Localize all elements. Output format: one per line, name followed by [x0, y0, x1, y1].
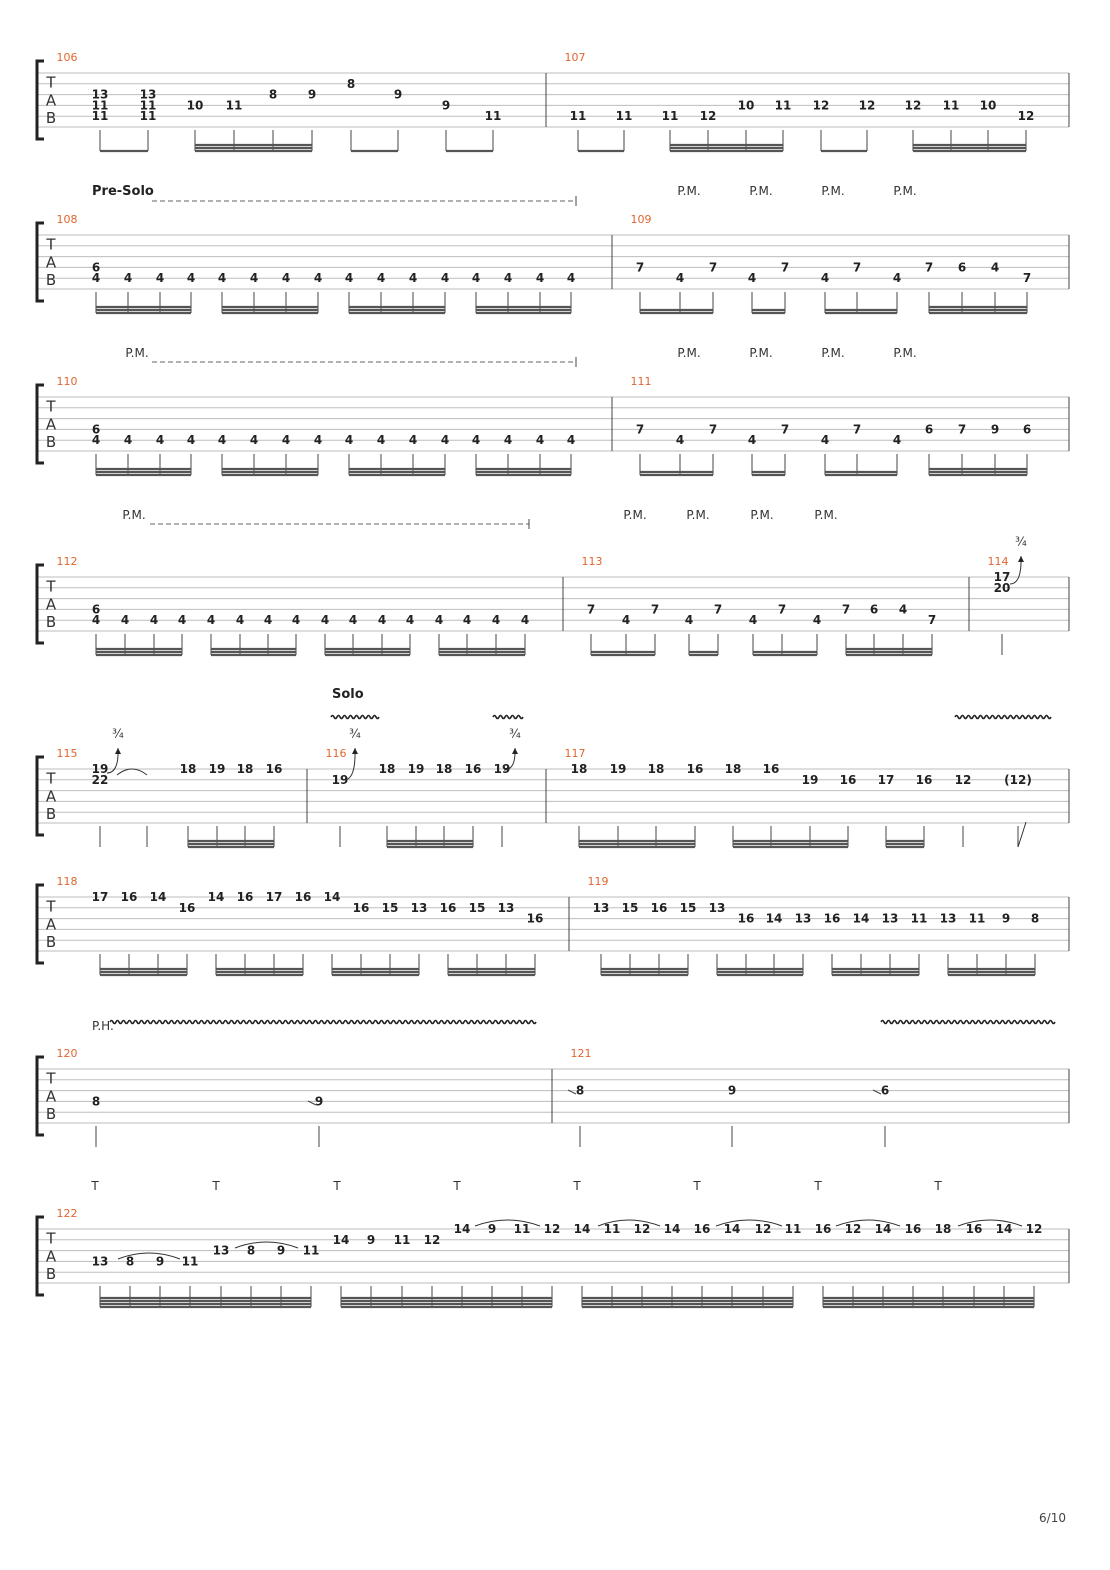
fret-number: 11: [784, 1222, 802, 1236]
fret-number: 4: [520, 613, 530, 628]
measure-number: 114: [987, 555, 1009, 568]
vibrato-line: [110, 1021, 536, 1024]
fret-number: 13: [794, 911, 812, 926]
fret-number: 16: [839, 772, 857, 787]
tab-clef-a: A: [45, 91, 57, 110]
fret-number: 8: [91, 1094, 101, 1109]
fret-number: 18: [378, 762, 396, 776]
palm-mute-label: P.M.: [814, 508, 838, 522]
fret-number: 14: [995, 1222, 1013, 1236]
fret-number: 16: [178, 900, 196, 915]
fret-number: 18: [236, 762, 254, 776]
fret-number: 4: [892, 271, 902, 286]
fret-number: 12: [543, 1222, 561, 1236]
fret-number: 12: [812, 98, 830, 113]
measure-number: 118: [56, 875, 78, 888]
fret-number: 4: [621, 613, 631, 628]
staff-system: [37, 1057, 1069, 1147]
fret-number: 15: [679, 900, 697, 915]
fret-number: 19: [91, 762, 109, 776]
fret-number: 17: [91, 890, 109, 904]
fret-number: 16: [814, 1222, 832, 1236]
tab-clef-a: A: [45, 1087, 57, 1106]
fret-number: 13: [708, 900, 726, 915]
fret-number: 10: [737, 98, 755, 113]
fret-number: 14: [453, 1222, 471, 1236]
fret-number: 19: [331, 772, 349, 787]
fret-number: 11: [91, 98, 109, 113]
fret-number: 19: [609, 762, 627, 776]
fret-number: 4: [812, 613, 822, 628]
bend-arrow: [512, 748, 518, 754]
fret-number: 6: [924, 422, 934, 437]
tab-clef-b: B: [45, 1105, 57, 1124]
fret-number: 16: [464, 762, 482, 776]
fret-number: 19: [208, 762, 226, 776]
measure-number: 116: [325, 747, 347, 760]
fret-number: 4: [434, 613, 444, 628]
fret-number: 8: [125, 1254, 135, 1269]
palm-mute-label: P.M.: [749, 184, 773, 198]
fret-number: 4: [377, 613, 387, 628]
fret-number: 4: [535, 433, 545, 448]
fret-number: 9: [990, 422, 1000, 437]
tab-clef-t: T: [46, 769, 56, 788]
fret-number: 4: [249, 433, 259, 448]
fret-number: 16: [650, 900, 668, 915]
fret-number: 17: [877, 772, 895, 787]
fret-number: 4: [566, 433, 576, 448]
tap-label: T: [934, 1179, 942, 1193]
measure-number: 119: [587, 875, 609, 888]
tab-clef-a: A: [45, 595, 57, 614]
fret-number: 11: [91, 109, 109, 124]
palm-mute-label: P.M.: [749, 346, 773, 360]
fret-number: 4: [408, 433, 418, 448]
fret-number: 12: [858, 98, 876, 113]
fret-number: 4: [186, 271, 196, 286]
tap-label: T: [814, 1179, 822, 1193]
staff-system: [37, 565, 1069, 655]
fret-number: 11: [968, 911, 986, 926]
fret-number: 7: [635, 260, 645, 275]
fret-number: 8: [246, 1243, 256, 1258]
fret-number: 11: [569, 109, 587, 124]
page-number: 6/10: [1039, 1511, 1066, 1525]
fret-number: 14: [852, 911, 870, 926]
fret-number: 16: [120, 890, 138, 904]
fret-number: 7: [708, 422, 718, 437]
staff-system: [37, 223, 1069, 313]
release-curve: [1018, 822, 1026, 847]
fret-number: 4: [235, 613, 245, 628]
fret-number: 9: [155, 1254, 165, 1269]
fret-number: 7: [927, 613, 937, 628]
tab-clef-t: T: [46, 397, 56, 416]
fret-number: 11: [513, 1222, 531, 1236]
fret-number: 4: [155, 433, 165, 448]
fret-number: 16: [965, 1222, 983, 1236]
fret-number: 16: [686, 762, 704, 776]
tap-label: T: [693, 1179, 701, 1193]
fret-number: 7: [957, 422, 967, 437]
bend-amount: ¾: [509, 727, 521, 741]
slur-arc: [117, 769, 147, 775]
tap-label: T: [453, 1179, 461, 1193]
tab-clef-b: B: [45, 1265, 57, 1284]
tab-clef-t: T: [46, 577, 56, 596]
fret-number: 4: [566, 271, 576, 286]
fret-number: 13: [410, 900, 428, 915]
fret-number: 4: [405, 613, 415, 628]
fret-number: 17: [993, 570, 1011, 584]
fret-number: 4: [747, 271, 757, 286]
fret-number: 4: [123, 271, 133, 286]
fret-number: 4: [675, 271, 685, 286]
fret-number: 16: [439, 900, 457, 915]
fret-number: 11: [139, 98, 157, 113]
measure-number: 107: [564, 51, 586, 64]
fret-number: 12: [423, 1232, 441, 1247]
measure-number: 111: [630, 375, 652, 388]
fret-number: 4: [281, 433, 291, 448]
fret-number: 4: [281, 271, 291, 286]
fret-number: 7: [635, 422, 645, 437]
fret-number: 7: [1022, 271, 1032, 286]
fret-number: 16: [294, 890, 312, 904]
fret-number: 9: [393, 87, 403, 102]
fret-number: 11: [225, 98, 243, 113]
bend-amount: ¾: [349, 727, 361, 741]
fret-number: 7: [777, 602, 787, 617]
fret-number: 4: [408, 271, 418, 286]
palm-mute-label: P.M.: [125, 346, 149, 360]
fret-number: 12: [844, 1222, 862, 1236]
fret-number: 4: [91, 271, 101, 286]
fret-number: 4: [206, 613, 216, 628]
fret-number: 7: [841, 602, 851, 617]
measure-number: 106: [56, 51, 78, 64]
fret-number: 9: [727, 1083, 737, 1098]
fret-number: 4: [376, 433, 386, 448]
tab-clef-t: T: [46, 235, 56, 254]
fret-number: 6: [1022, 422, 1032, 437]
measure-number: 117: [564, 747, 586, 760]
tab-clef-b: B: [45, 109, 57, 128]
section-label-pre-solo: Pre-Solo: [92, 184, 154, 199]
fret-number: 11: [603, 1222, 621, 1236]
fret-number: 4: [462, 613, 472, 628]
fret-number: 11: [661, 109, 679, 124]
tap-label: T: [91, 1179, 99, 1193]
tap-label: T: [212, 1179, 220, 1193]
fret-number: 16: [762, 762, 780, 776]
fret-number: 4: [249, 271, 259, 286]
fret-number: 12: [754, 1222, 772, 1236]
slur-arc: [235, 1242, 298, 1248]
fret-number: 14: [765, 911, 783, 926]
fret-number: 9: [366, 1232, 376, 1247]
fret-number: 7: [708, 260, 718, 275]
fret-number: 18: [724, 762, 742, 776]
fret-number: 12: [954, 772, 972, 787]
fret-number: 14: [874, 1222, 892, 1236]
fret-number: 7: [650, 602, 660, 617]
fret-number: 4: [898, 602, 908, 617]
fret-number: 13: [881, 911, 899, 926]
fret-number: 14: [149, 890, 167, 904]
fret-number: 16: [693, 1222, 711, 1236]
bend-amount: ¾: [112, 727, 124, 741]
fret-number: 6: [957, 260, 967, 275]
palm-mute-label: P.M.: [623, 508, 647, 522]
bend-arrow: [352, 748, 358, 754]
fret-number: 11: [302, 1243, 320, 1258]
staff-system: [37, 885, 1069, 975]
fret-number: 6: [91, 422, 101, 437]
fret-number: 4: [348, 613, 358, 628]
palm-mute-label: P.M.: [821, 184, 845, 198]
fret-number: 4: [177, 613, 187, 628]
fret-number: 4: [155, 271, 165, 286]
fret-number: 4: [471, 271, 481, 286]
fret-number: 11: [139, 109, 157, 124]
tab-clef-a: A: [45, 915, 57, 934]
palm-mute-label: P.M.: [750, 508, 774, 522]
fret-number: 15: [621, 900, 639, 915]
fret-number: 4: [820, 271, 830, 286]
fret-number: 7: [852, 422, 862, 437]
vibrato-line: [881, 1021, 1055, 1024]
tab-clef-a: A: [45, 1247, 57, 1266]
fret-number: 16: [265, 762, 283, 776]
tab-clef-a: A: [45, 415, 57, 434]
fret-number: 4: [186, 433, 196, 448]
fret-number: 11: [774, 98, 792, 113]
fret-number: 4: [535, 271, 545, 286]
fret-number: 16: [823, 911, 841, 926]
tab-clef-t: T: [46, 1069, 56, 1088]
fret-number: 4: [440, 271, 450, 286]
fret-number: 4: [263, 613, 273, 628]
palm-mute-label: P.M.: [821, 346, 845, 360]
fret-number: 4: [440, 433, 450, 448]
fret-number: 18: [647, 762, 665, 776]
staff-system: [37, 385, 1069, 475]
palm-mute-label: P.M.: [686, 508, 710, 522]
tab-clef-b: B: [45, 613, 57, 632]
measure-number: 120: [56, 1047, 78, 1060]
fret-number: 14: [323, 890, 341, 904]
fret-number: 4: [313, 433, 323, 448]
fret-number: 4: [990, 260, 1000, 275]
fret-number: 4: [149, 613, 159, 628]
fret-number: 4: [91, 433, 101, 448]
fret-number: 4: [675, 433, 685, 448]
fret-number: 10: [979, 98, 997, 113]
fret-number: 17: [265, 890, 283, 904]
fret-number: 4: [503, 433, 513, 448]
fret-number: (12): [1004, 772, 1032, 787]
fret-number: 6: [880, 1083, 890, 1098]
fret-number: 22: [91, 772, 109, 787]
fret-number: 11: [181, 1254, 199, 1269]
measure-number: 108: [56, 213, 78, 226]
fret-number: 13: [592, 900, 610, 915]
fret-number: 12: [1025, 1222, 1043, 1236]
fret-number: 11: [393, 1232, 411, 1247]
tab-clef-b: B: [45, 271, 57, 290]
fret-number: 4: [503, 271, 513, 286]
fret-number: 9: [314, 1094, 324, 1109]
fret-number: 13: [212, 1243, 230, 1258]
palm-mute-label: P.M.: [122, 508, 146, 522]
fret-number: 14: [663, 1222, 681, 1236]
fret-number: 9: [441, 98, 451, 113]
tab-clef-t: T: [46, 897, 56, 916]
fret-number: 11: [942, 98, 960, 113]
fret-number: 6: [869, 602, 879, 617]
bend-amount: ¾: [1015, 535, 1027, 549]
fret-number: 12: [904, 98, 922, 113]
tap-label: T: [573, 1179, 581, 1193]
fret-number: 12: [633, 1222, 651, 1236]
pinch-harmonic-label: P.H.: [92, 1019, 114, 1033]
fret-number: 11: [484, 109, 502, 124]
measure-number: 122: [56, 1207, 78, 1220]
measure-number: 109: [630, 213, 652, 226]
palm-mute-label: P.M.: [677, 346, 701, 360]
fret-number: 6: [91, 602, 101, 617]
measure-number: 113: [581, 555, 603, 568]
fret-number: 9: [487, 1222, 497, 1236]
tab-clef-b: B: [45, 933, 57, 952]
fret-number: 4: [291, 613, 301, 628]
fret-number: 4: [820, 433, 830, 448]
palm-mute-label: P.M.: [893, 184, 917, 198]
fret-number: 16: [352, 900, 370, 915]
tab-clef-b: B: [45, 433, 57, 452]
tab-clef-b: B: [45, 805, 57, 824]
fret-number: 4: [747, 433, 757, 448]
fret-number: 14: [573, 1222, 591, 1236]
measure-number: 121: [570, 1047, 592, 1060]
tab-clef-t: T: [46, 1229, 56, 1248]
vibrato-line: [331, 716, 379, 719]
fret-number: 4: [217, 271, 227, 286]
fret-number: 4: [344, 433, 354, 448]
fret-number: 16: [236, 890, 254, 904]
fret-number: 14: [332, 1232, 350, 1247]
section-label-solo: Solo: [332, 687, 364, 702]
fret-number: 7: [586, 602, 596, 617]
fret-number: 15: [381, 900, 399, 915]
fret-number: 10: [186, 98, 204, 113]
fret-number: 7: [780, 260, 790, 275]
fret-number: 4: [217, 433, 227, 448]
fret-number: 13: [939, 911, 957, 926]
measure-number: 112: [56, 555, 78, 568]
fret-number: 16: [904, 1222, 922, 1236]
fret-number: 4: [748, 613, 758, 628]
fret-number: 18: [934, 1222, 952, 1236]
fret-number: 8: [1030, 911, 1040, 926]
fret-number: 13: [91, 87, 109, 102]
measure-number: 110: [56, 375, 78, 388]
fret-number: 7: [852, 260, 862, 275]
tab-clef-a: A: [45, 787, 57, 806]
fret-number: 4: [684, 613, 694, 628]
vibrato-line: [493, 716, 523, 719]
fret-number: 4: [320, 613, 330, 628]
fret-number: 4: [123, 433, 133, 448]
tap-label: T: [333, 1179, 341, 1193]
fret-number: 8: [268, 87, 278, 102]
fret-number: 12: [1017, 109, 1035, 124]
bend-arrow: [115, 748, 121, 754]
fret-number: 8: [575, 1083, 585, 1098]
fret-number: 9: [276, 1243, 286, 1258]
vibrato-line: [955, 716, 1051, 719]
fret-number: 14: [723, 1222, 741, 1236]
fret-number: 9: [307, 87, 317, 102]
tab-clef-t: T: [46, 73, 56, 92]
fret-number: 11: [910, 911, 928, 926]
fret-number: 18: [435, 762, 453, 776]
fret-number: 4: [471, 433, 481, 448]
fret-number: 7: [713, 602, 723, 617]
fret-number: 19: [407, 762, 425, 776]
fret-number: 7: [780, 422, 790, 437]
fret-number: 19: [493, 762, 511, 776]
fret-number: 19: [801, 772, 819, 787]
fret-number: 4: [91, 613, 101, 628]
fret-number: 13: [497, 900, 515, 915]
fret-number: 4: [892, 433, 902, 448]
palm-mute-label: P.M.: [677, 184, 701, 198]
measure-number: 115: [56, 747, 78, 760]
fret-number: 16: [526, 911, 544, 926]
fret-number: 18: [179, 762, 197, 776]
fret-number: 13: [91, 1254, 109, 1269]
fret-number: 4: [491, 613, 501, 628]
fret-number: 20: [993, 580, 1011, 595]
fret-number: 8: [346, 76, 356, 91]
fret-number: 6: [91, 260, 101, 275]
fret-number: 4: [344, 271, 354, 286]
palm-mute-label: P.M.: [893, 346, 917, 360]
fret-number: 16: [737, 911, 755, 926]
fret-number: 4: [313, 271, 323, 286]
fret-number: 4: [376, 271, 386, 286]
fret-number: 18: [570, 762, 588, 776]
fret-number: 16: [915, 772, 933, 787]
fret-number: 11: [615, 109, 633, 124]
fret-number: 12: [699, 109, 717, 124]
fret-number: 15: [468, 900, 486, 915]
fret-number: 7: [924, 260, 934, 275]
bend-arrow: [1018, 556, 1024, 562]
fret-number: 14: [207, 890, 225, 904]
fret-number: 9: [1001, 911, 1011, 926]
fret-number: 4: [120, 613, 130, 628]
fret-number: 13: [139, 87, 157, 102]
tab-clef-a: A: [45, 253, 57, 272]
